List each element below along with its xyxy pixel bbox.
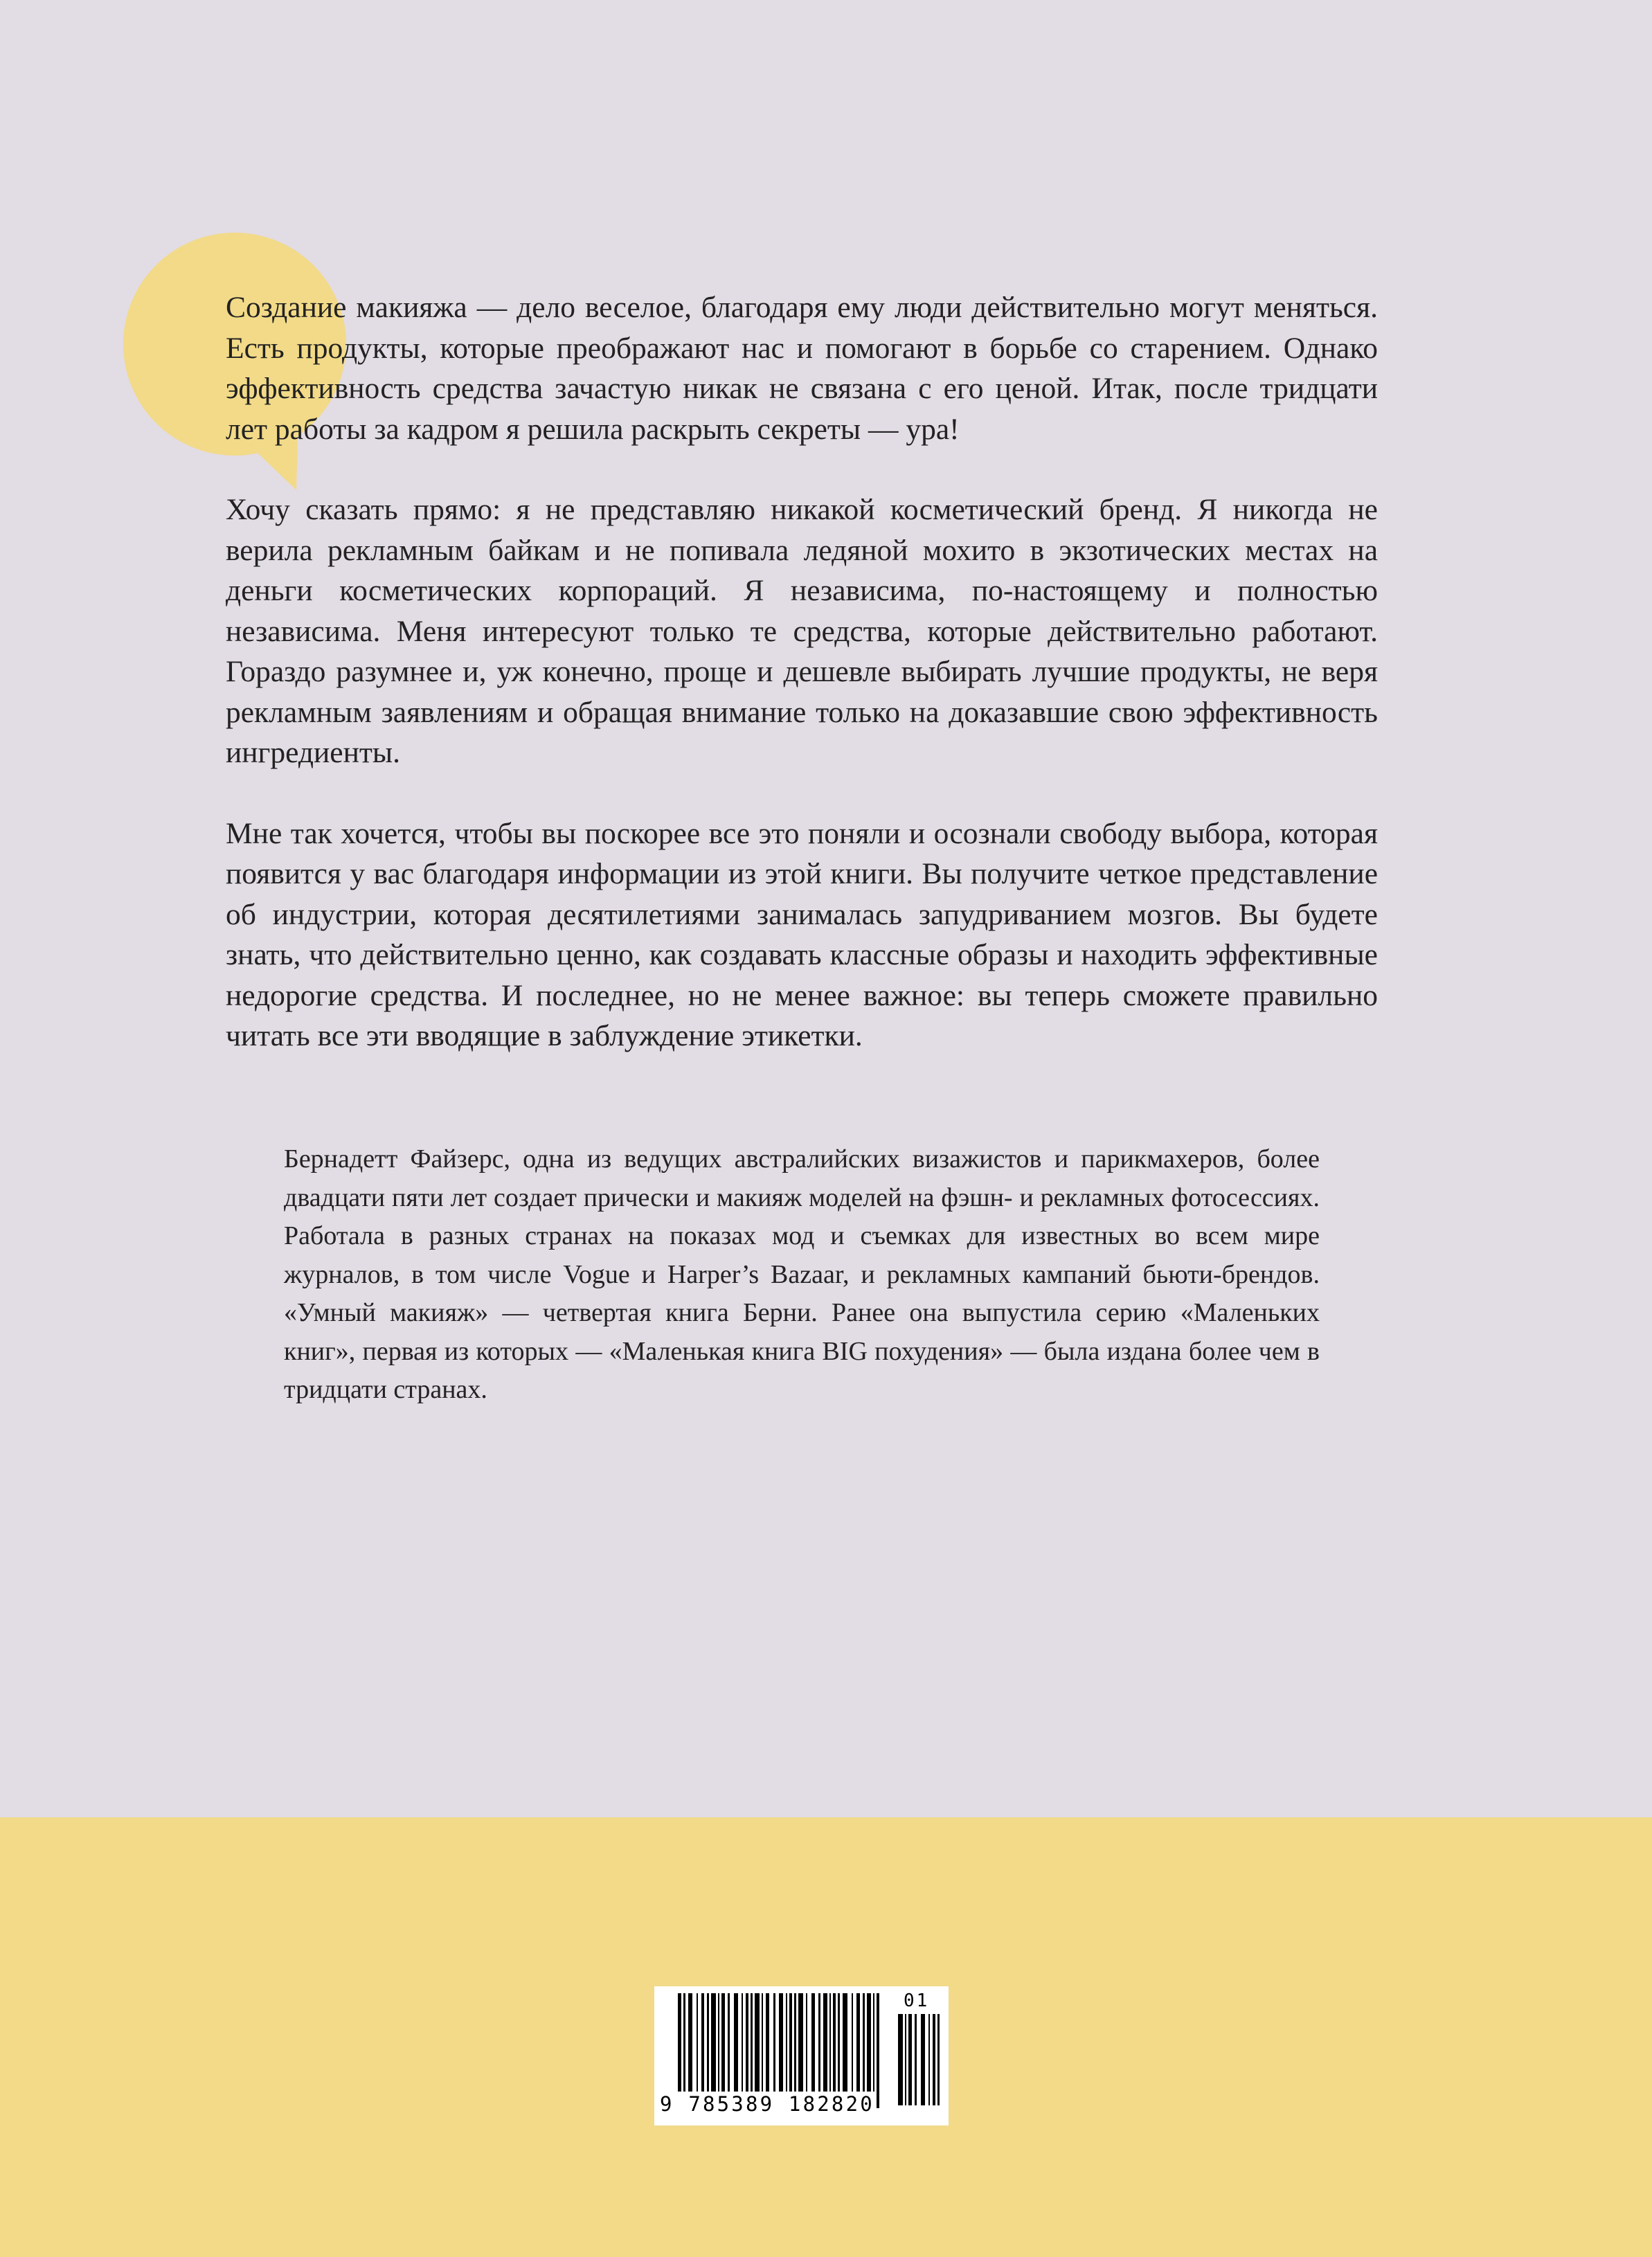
intro-paragraph-3: Мне так хочется, чтобы вы поскорее все это поняли и осознали свободу выбора, которая появится у вас благодаря информации из этой книги. Вы получите четкое представление об индустрии, которая десятилетиями занималась запудриванием мозгов. Вы будете знать, что действительно ценно, как создавать классные образы и находить эффективные недорогие средства. И последнее, но не менее важное: вы теперь сможете правильно читать все эти вводящие в заблуждение этикетки.	[226, 816, 1378, 1052]
author-bio: Бернадетт Файзерс, одна из ведущих австралийских визажистов и парикмахеров, более двадцати пяти лет создает прически и макияж моделей на фэшн- и рекламных фотосессиях. Работала в разных странах на показах мод и съемках для известных во всем мире журналов, в том числе Vogue и Harper’s Bazaar, и рекламных кампаний бьюти-брендов. «Умный макияж» — четвертая книга Берни. Ранее она выпустила серию «Маленьких книг», первая из которых — «Маленькая книга BIG похудения» — была издана более чем в тридцати странах.	[284, 1144, 1320, 1404]
intro-paragraph-1: Создание макияжа — дело веселое, благодаря ему люди действительно могут меняться. Есть продукты, которые преображают нас и помогают в борьбе со старением. Однако эффективность средства зачастую никак не связана с его ценой. Итак, после тридцати лет работы за кадром я решила раскрыть секреты — ура!	[226, 291, 1378, 446]
barcode-addon: 01	[904, 1990, 930, 2011]
barcode	[654, 1986, 949, 2125]
barcode-digits: 9 785389 182820	[660, 2092, 874, 2116]
intro-paragraph-2: Хочу сказать прямо: я не представляю никакой косметический бренд. Я никогда не верила рекламным байкам и не попивала ледяной мохито в экзотических местах на деньги косметических корпораций. Я независима, по-настоящему и полностью независима. Меня интересуют только те средства, которые действительно работают. Гораздо разумнее и, уж конечно, проще и дешевле выбирать лучшие продукты, не веря рекламным заявлениям и обращая внимание только на доказавшие свою эффективность ингредиенты.	[226, 493, 1378, 769]
intro-text	[226, 287, 1378, 1056]
